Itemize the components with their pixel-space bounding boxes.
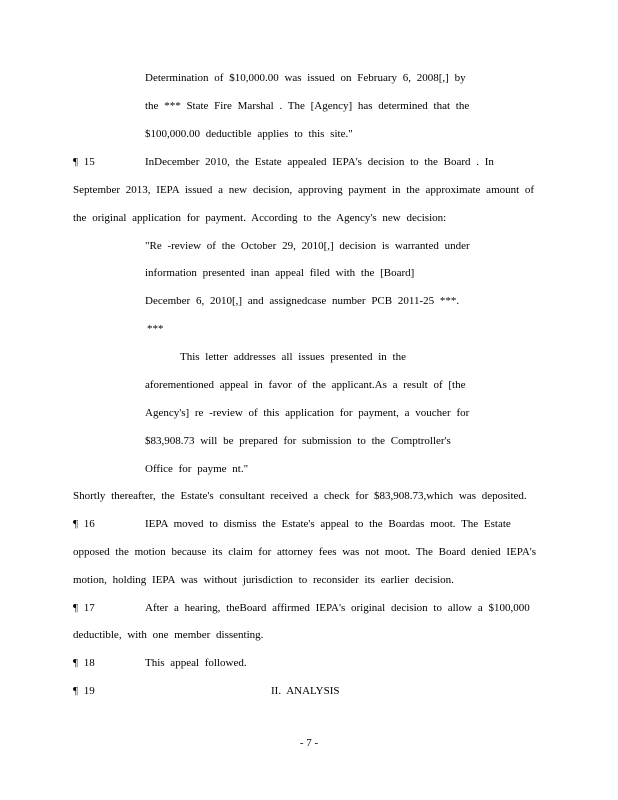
body-line: Shortly thereafter, the Estate's consultant received a check for $83,908.73,which was deposited. [73, 490, 527, 502]
body-line: September 2013, IEPA issued a new decision, approving payment in the approximate amount of [73, 184, 535, 196]
quote-line: December 6, 2010[,] and assignedcase number PCB 2011-25 ***. [145, 295, 460, 307]
quote-line: information presented inan appeal filed with the [Board] [145, 267, 415, 279]
body-line: the original application for payment. According to the Agency's new decision: [73, 212, 447, 224]
quote-line: *** [147, 323, 164, 335]
quote-line: the *** State Fire Marshal . The [Agency] has determined that the [145, 100, 470, 112]
paragraph-number: ¶ 18 [73, 657, 95, 669]
quote-line: aforementioned appeal in favor of the applicant.As a result of [the [145, 379, 466, 391]
paragraph-number: ¶ 17 [73, 602, 95, 614]
body-line: motion, holding IEPA was without jurisdiction to reconsider its earlier decision. [73, 574, 454, 586]
paragraph-number: ¶ 16 [73, 518, 95, 530]
quote-line: Agency's] re -review of this application for payment, a voucher for [145, 407, 470, 419]
page-number: - 7 - [299, 737, 319, 749]
body-line: InDecember 2010, the Estate appealed IEPA's decision to the Board . In [145, 156, 494, 168]
quote-line: Determination of $10,000.00 was issued on February 6, 2008[,] by [145, 72, 466, 84]
body-line: This appeal followed. [145, 657, 247, 669]
quote-line: $100,000.00 deductible applies to this site." [145, 128, 353, 140]
body-line: deductible, with one member dissenting. [73, 629, 264, 641]
paragraph-number: ¶ 15 [73, 156, 95, 168]
body-line: IEPA moved to dismiss the Estate's appeal to the Boardas moot. The Estate [145, 518, 511, 530]
quote-line: This letter addresses all issues presented in the [180, 351, 406, 363]
body-line: After a hearing, theBoard affirmed IEPA's original decision to allow a $100,000 [145, 602, 530, 614]
section-heading: II. ANALYSIS [271, 685, 340, 697]
body-line: opposed the motion because its claim for attorney fees was not moot. The Board denied IEPA's [73, 546, 537, 558]
paragraph-number: ¶ 19 [73, 685, 95, 697]
quote-line: Office for payme nt." [145, 463, 249, 475]
quote-line: $83,908.73 will be prepared for submission to the Comptroller's [145, 435, 451, 447]
quote-line: "Re -review of the October 29, 2010[,] decision is warranted under [145, 240, 470, 252]
